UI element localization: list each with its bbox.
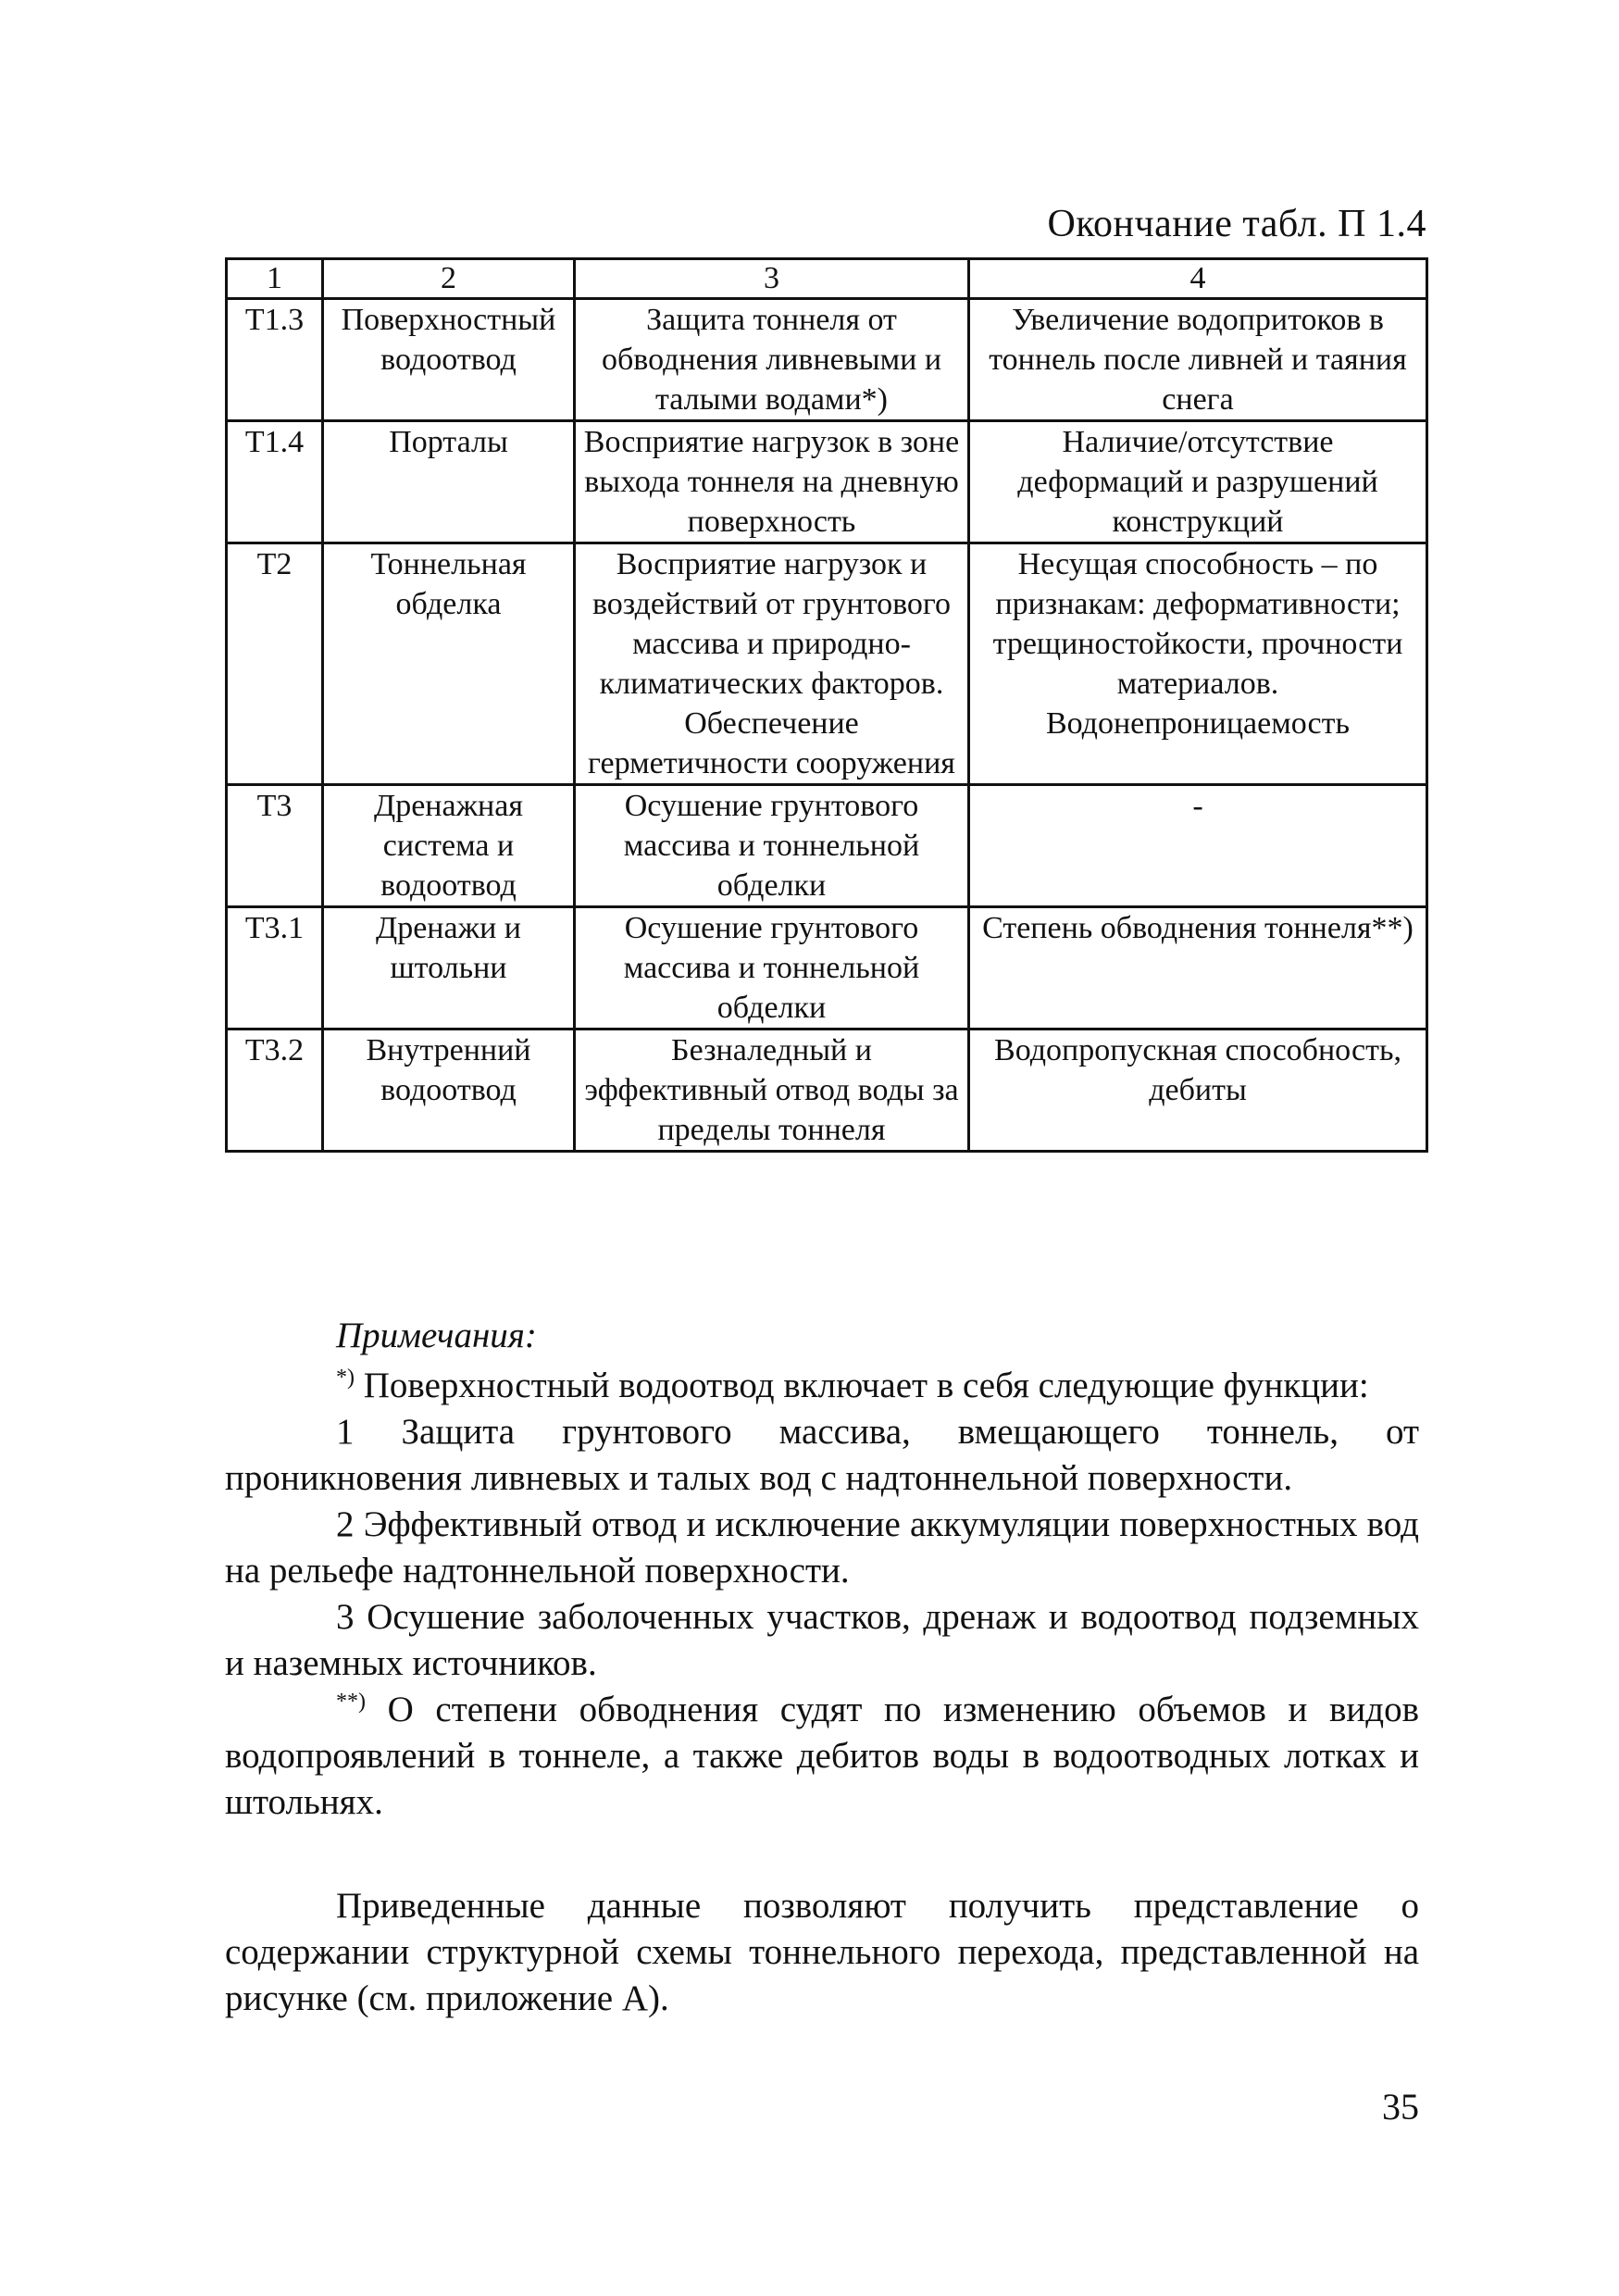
- table-cell: Восприятие нагрузок в зоне выхода тоннеля на дневную поверхность: [575, 421, 969, 543]
- table-row: [227, 1029, 1427, 1152]
- table-header-cell: 3: [575, 259, 969, 299]
- table-row: [227, 907, 1427, 1029]
- page-number: 35: [1382, 2086, 1419, 2128]
- table-row: [227, 543, 1427, 785]
- data-table: [225, 257, 1428, 1153]
- table-cell: Тоннельная обделка: [323, 543, 575, 785]
- table-cell: Осушение грунтового массива и тоннельной обделки: [575, 907, 969, 1029]
- table-cell: Поверхностный водоотвод: [323, 299, 575, 421]
- notes-list-item: 2 Эффективный отвод и исключение аккумуляции поверхностных вод на рельефе надтоннельной поверхности.: [225, 1504, 1419, 1591]
- footnote-2: [225, 1687, 1419, 1826]
- notes-list-item: 1 Защита грунтового массива, вмещающего тоннель, от проникновения ливневых и талых вод с надтоннельной поверхности.: [225, 1412, 1419, 1498]
- footnote-text: О степени обводнения судят по изменению объемов и видов водопроявлений в тоннеле, а также дебитов воды в водоотводных лотках и штольнях.: [225, 1690, 1420, 1822]
- table-cell: Т3.1: [227, 907, 323, 1029]
- table-cell: Внутренний водоотвод: [323, 1029, 575, 1152]
- notes-title: Примечания:: [336, 1316, 537, 1355]
- table-header-cell: 4: [969, 259, 1427, 299]
- table-cell: Дренажи и штольни: [323, 907, 575, 1029]
- table-row: [227, 421, 1427, 543]
- table-cell: Дренажная система и водоотвод: [323, 785, 575, 907]
- spacer: [225, 1826, 1419, 1883]
- table-caption: Окончание табл. П 1.4: [1047, 203, 1426, 245]
- footnote-mark: *): [336, 1366, 355, 1390]
- table-cell: Т3.2: [227, 1029, 323, 1152]
- table-cell: Порталы: [323, 421, 575, 543]
- table-header-cell: 2: [323, 259, 575, 299]
- body-paragraph: Приведенные данные позволяют получить представление о содержании структурной схемы тоннельного перехода, представленной на рисунке (см. приложение А).: [225, 1886, 1419, 2018]
- table-cell: Т1.4: [227, 421, 323, 543]
- footnote-1: [225, 1363, 1419, 1409]
- table-row: [227, 299, 1427, 421]
- table-header-cell: 1: [227, 259, 323, 299]
- table-cell: Защита тоннеля от обводнения ливневыми и талыми водами*): [575, 299, 969, 421]
- table-cell: Степень обводнения тоннеля**): [969, 907, 1427, 1029]
- table-cell: Т3: [227, 785, 323, 907]
- footnote-text: Поверхностный водоотвод включает в себя следующие функции:: [363, 1366, 1369, 1405]
- table-cell: Наличие/отсутствие деформаций и разрушений конструкций: [969, 421, 1427, 543]
- table-cell: Т1.3: [227, 299, 323, 421]
- table-cell: Восприятие нагрузок и воздействий от грунтового массива и природно-климатических факторов. Обеспечение герметичности сооружения: [575, 543, 969, 785]
- table-cell: Несущая способность – по признакам: деформативности; трещиностойкости, прочности материалов. Водонепроницаемость: [969, 543, 1427, 785]
- notes-list-item: 3 Осушение заболоченных участков, дренаж и водоотвод подземных и наземных источников.: [225, 1597, 1419, 1683]
- table-cell: Безналедный и эффективный отвод воды за пределы тоннеля: [575, 1029, 969, 1152]
- table-cell: -: [969, 785, 1427, 907]
- footnote-mark: **): [336, 1690, 366, 1714]
- notes-section: [225, 1313, 1419, 2022]
- table-row: [227, 785, 1427, 907]
- table-cell: Осушение грунтового массива и тоннельной обделки: [575, 785, 969, 907]
- table-header-row: [227, 259, 1427, 299]
- table-cell: Водопропускная способность, дебиты: [969, 1029, 1427, 1152]
- table-cell: Увеличение водопритоков в тоннель после ливней и таяния снега: [969, 299, 1427, 421]
- table-cell: Т2: [227, 543, 323, 785]
